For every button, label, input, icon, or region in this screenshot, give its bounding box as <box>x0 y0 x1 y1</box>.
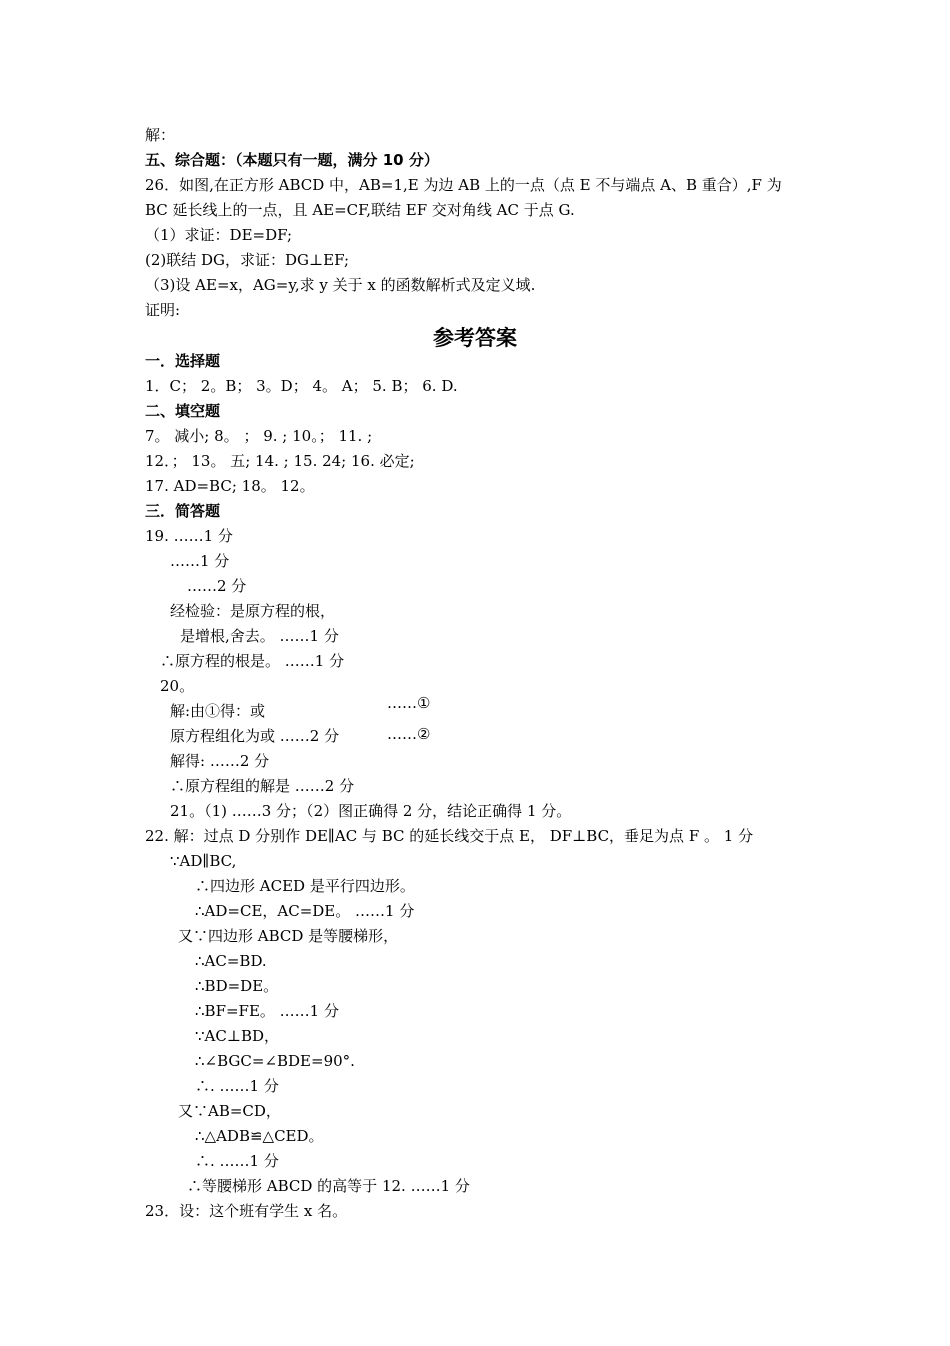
text-line: 经检验：是原方程的根， <box>170 602 336 620</box>
text-line: 又∵四边形 ABCD 是等腰梯形， <box>178 927 399 945</box>
text-line: ∴四边形 ACED 是平行四边形。 <box>195 877 415 895</box>
text-line: 12．； 13。 五; 14. ; 15. 24; 16. 必定; <box>145 452 415 470</box>
text-line: 是增根,舍去。 ……1 分 <box>180 627 339 645</box>
text-line: 20。 <box>160 677 195 695</box>
text-line: (2)联结 DG，求证：DG⊥EF; <box>145 251 350 269</box>
text-line: ∵AD∥BC, <box>170 852 237 870</box>
text-line: 17. AD=BC; 18。 12。 <box>145 477 315 495</box>
text-line: 26．如图,在正方形 ABCD 中，AB=1,E 为边 AB 上的一点（点 E 不与端点 A、B 重合）,F 为 <box>145 176 782 194</box>
text-line: 1．C； 2。B； 3。D； 4。 A； 5. B； 6. D. <box>145 377 458 395</box>
text-line: ∴AD=CE，AC=DE。 ……1 分 <box>195 902 415 920</box>
text-line: （3)设 AE=x，AG=y,求 y 关于 x 的函数解析式及定义域. <box>145 276 536 294</box>
text-line: 解得: ……2 分 <box>170 752 270 770</box>
text-line: ……② <box>387 725 431 743</box>
text-line: 证明: <box>145 301 181 319</box>
text-line: ∴等腰梯形 ABCD 的高等于 12. ……1 分 <box>187 1177 470 1195</box>
text-line: 又∵AB=CD， <box>178 1102 281 1120</box>
text-line: 一．选择题 <box>145 352 221 370</box>
text-line: ∴AC=BD. <box>195 952 267 970</box>
text-line: 五、综合题：（本题只有一题，满分 10 分） <box>145 151 439 169</box>
text-line: ∴△ADB≌△CED。 <box>195 1127 324 1145</box>
text-line: 解： <box>145 126 176 144</box>
text-line: ∴原方程组的解是 ……2 分 <box>170 777 355 795</box>
text-line: ∴. ……1 分 <box>195 1152 279 1170</box>
text-line: ∴. ……1 分 <box>195 1077 279 1095</box>
text-line: ……1 分 <box>170 552 230 570</box>
text-line: 23．设：这个班有学生 x 名。 <box>145 1202 348 1220</box>
text-line: ∴BD=DE。 <box>195 977 279 995</box>
text-line: ……① <box>387 694 431 712</box>
text-line: 19. ……1 分 <box>145 527 233 545</box>
text-line: 22. 解：过点 D 分别作 DE∥AC 与 BC 的延长线交于点 E， DF⊥BC，垂足为点 F 。 1 分 <box>145 827 754 845</box>
text-line: 二、填空题 <box>145 402 221 420</box>
text-line: 三．简答题 <box>145 502 221 520</box>
text-line: （1）求证：DE=DF; <box>145 226 293 244</box>
text-line: BC 延长线上的一点，且 AE=CF,联结 EF 交对角线 AC 于点 G. <box>145 201 575 219</box>
text-line: 原方程组化为或 ……2 分 <box>170 727 340 745</box>
text-line: ∴原方程的根是。 ……1 分 <box>160 652 345 670</box>
text-line: 解:由①得：或 <box>170 702 266 720</box>
text-line: ∵AC⊥BD， <box>195 1027 280 1045</box>
answer-key-title: 参考答案 <box>433 326 517 350</box>
text-line: 21。（1) ……3 分；（2）图正确得 2 分，结论正确得 1 分。 <box>170 802 572 820</box>
text-line: ∴BF=FE。 ……1 分 <box>195 1002 339 1020</box>
text-line: 7。 减小; 8。 ； 9. ; 10。； 11. ; <box>145 427 373 445</box>
text-line: ∴∠BGC=∠BDE=90°. <box>195 1052 355 1070</box>
text-line: ……2 分 <box>187 577 247 595</box>
